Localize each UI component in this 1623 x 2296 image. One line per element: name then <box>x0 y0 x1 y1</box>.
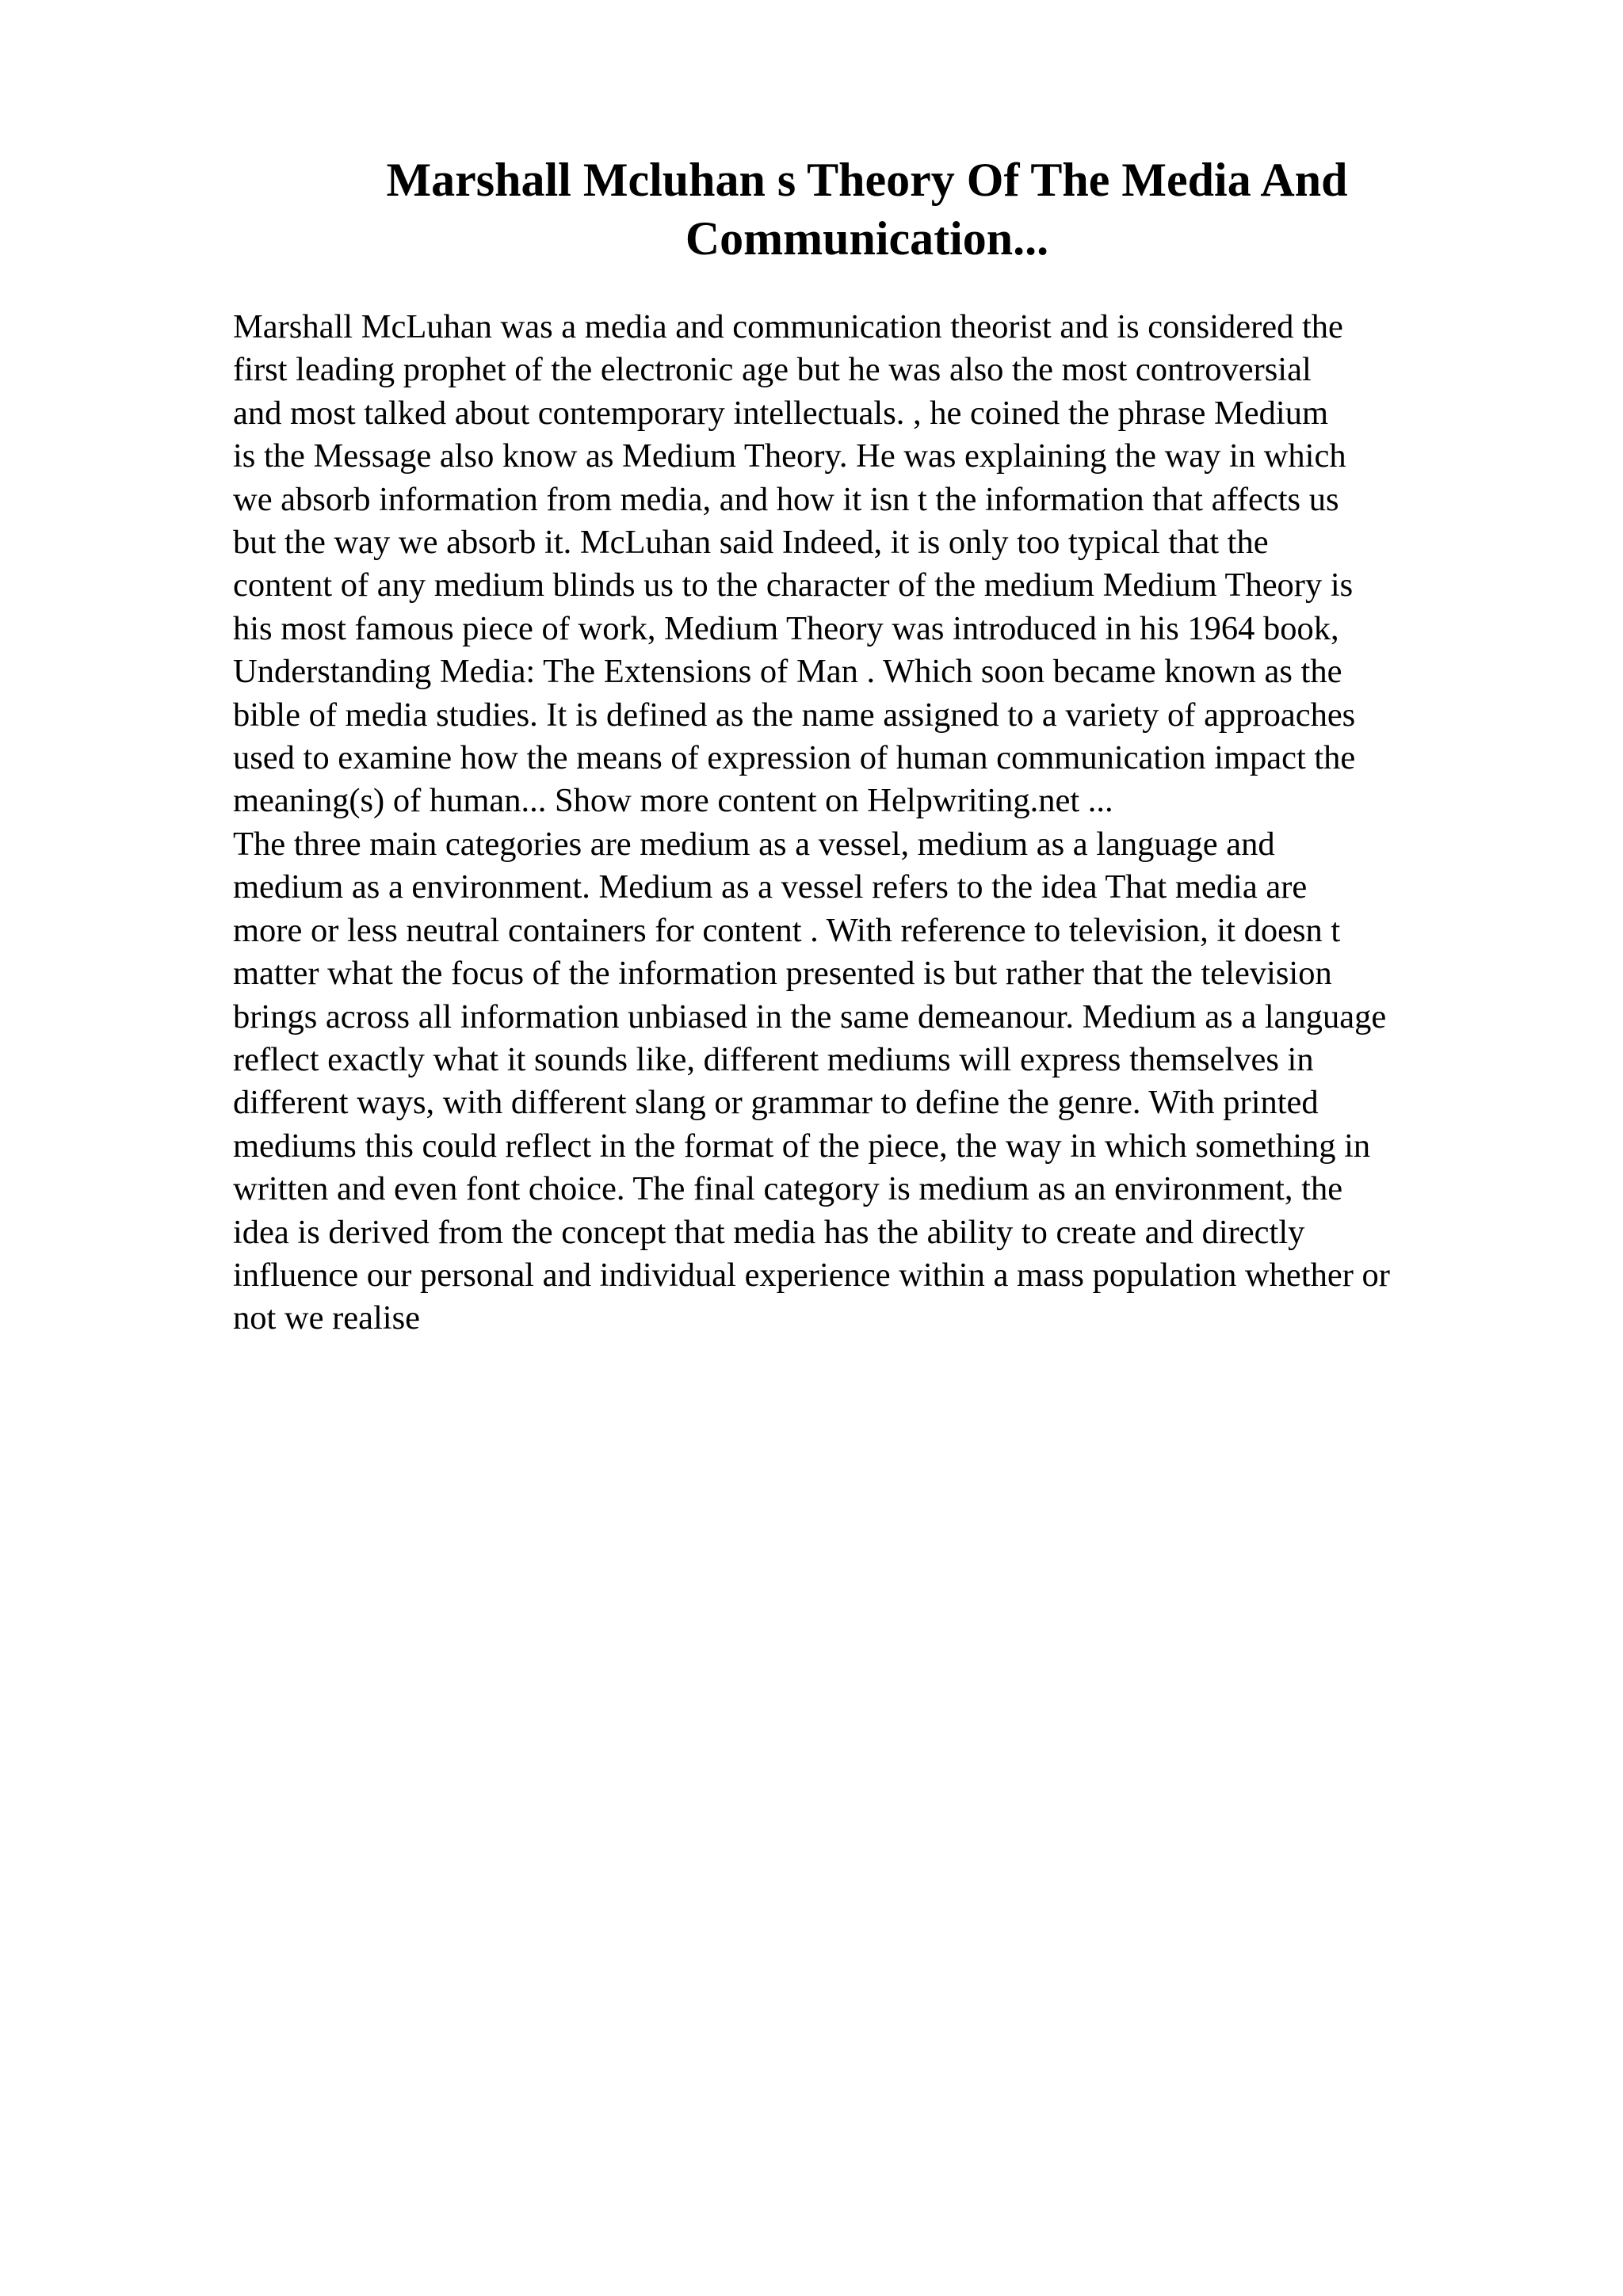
document-body <box>233 306 1533 1341</box>
text-line: and most talked about contemporary intellectuals. , he coined the phrase Medium <box>233 394 1329 432</box>
paragraph-2 <box>233 823 1533 1341</box>
text-line: written and even font choice. The final category is medium as an environment, the <box>233 1170 1343 1208</box>
text-line: more or less neutral containers for content . With reference to television, it doesn t <box>233 911 1341 949</box>
text-line: different ways, with different slang or grammar to define the genre. With printed <box>233 1084 1319 1122</box>
text-line: but the way we absorb it. McLuhan said Indeed, it is only too typical that the <box>233 524 1269 562</box>
text-line: his most famous piece of work, Medium Theory was introduced in his 1964 book, <box>233 609 1339 647</box>
text-line: matter what the focus of the information presented is but rather that the television <box>233 955 1332 993</box>
document-title <box>233 151 1501 268</box>
text-line: meaning(s) of human... Show more content on Helpwriting.net ... <box>233 782 1113 820</box>
text-line: brings across all information unbiased in the same demeanour. Medium as a language <box>233 997 1387 1035</box>
text-line: mediums this could reflect in the format of the piece, the way in which something in <box>233 1127 1371 1165</box>
text-line: Marshall McLuhan was a media and communication theorist and is considered the <box>233 308 1343 345</box>
text-line: used to examine how the means of expression of human communication impact the <box>233 739 1356 777</box>
text-line: medium as a environment. Medium as a vessel refers to the idea That media are <box>233 868 1308 906</box>
text-line: content of any medium blinds us to the character of the medium Medium Theory is <box>233 566 1354 605</box>
text-line: Understanding Media: The Extensions of Man . Which soon became known as the <box>233 653 1342 691</box>
text-line: first leading prophet of the electronic age but he was also the most controversial <box>233 351 1312 389</box>
text-line: we absorb information from media, and how it isn t the information that affects us <box>233 480 1339 518</box>
text-line: idea is derived from the concept that media has the ability to create and directly <box>233 1213 1305 1251</box>
text-line: bible of media studies. It is defined as the name assigned to a variety of approaches <box>233 696 1356 734</box>
text-line: The three main categories are medium as a vessel, medium as a language and <box>233 825 1275 863</box>
title-line: Communication... <box>685 212 1049 265</box>
title-line: Marshall Mcluhan s Theory Of The Media And <box>386 154 1348 206</box>
text-line: not we realise <box>233 1299 421 1337</box>
paragraph-1 <box>233 306 1533 823</box>
text-line: influence our personal and individual experience within a mass population whether or <box>233 1256 1390 1294</box>
text-line: reflect exactly what it sounds like, different mediums will express themselves in <box>233 1040 1314 1078</box>
text-line: is the Message also know as Medium Theory. He was explaining the way in which <box>233 437 1346 475</box>
